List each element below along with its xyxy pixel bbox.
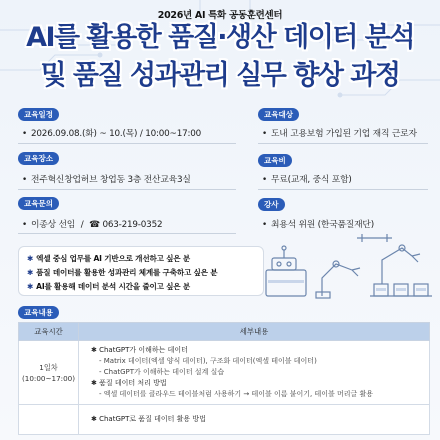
asterisk-icon: ✱ [27,254,34,263]
column-header-detail: 세부내용 [79,323,430,341]
day-label: 1일차 [39,362,58,372]
detail-cell [79,405,430,435]
divider [258,143,428,144]
target-item: ✱ 품질 데이터를 활용한 성과관리 체계를 구축하고 싶은 분 [27,268,218,277]
robot-factory-illustration [262,230,434,302]
table-row [19,341,430,405]
column-header-time: 교육시간 [19,323,79,341]
target-audience-box [18,246,264,296]
divider [18,143,236,144]
badge-target: 교육대상 [258,108,299,121]
bullet-icon: • [262,129,267,139]
detail-line: - Matrix 데이터(엑셀 양식 데이터), 구조화 데이터(엑셀 테이블 데이터) [99,357,317,365]
target-item: ✱ AI를 활용해 데이터 분석 시간을 줄이고 싶은 분 [27,282,191,291]
main-title-line1: AI를 활용한 품질·생산 데이터 분석 [26,22,414,53]
target-value: • 도내 고용보험 가입된 기업 재직 근로자 [262,129,417,139]
schedule-value: • 2026.09.08.(화) ~ 10.(목) / 10:00~17:00 [22,129,202,139]
badge-schedule: 교육일정 [18,108,59,121]
divider [258,189,428,190]
badge-contact: 교육문의 [18,197,59,210]
detail-heading: ✱ ChatGPT가 이해하는 데이터 [91,346,188,354]
main-title-line2: 및 품질 성과관리 실무 향상 과정 [40,60,400,91]
badge-curriculum: 교육내용 [18,306,59,319]
badge-instructor: 강사 [258,198,285,211]
detail-line: - 엑셀 데이터를 클라우드 테이블처럼 사용하기 → 테이블 이름 붙이기, 테이블 머리글 활용 [99,390,373,398]
detail-heading: ✱ ChatGPT로 품질 데이터 활용 방법 [91,415,206,423]
bullet-icon: • [22,129,27,139]
divider [18,233,236,234]
day-cell [19,405,79,435]
badge-fee: 교육비 [258,154,292,167]
bullet-icon: • [262,220,267,230]
divider-slash: / [80,220,84,230]
asterisk-icon: ✱ [27,268,34,277]
table-header-row [19,323,430,341]
table-row [19,405,430,435]
badge-location: 교육장소 [18,152,59,165]
bullet-icon: • [262,175,267,185]
instructor-value: • 최용석 위원 (한국품질재단) [262,220,374,230]
detail-cell [79,341,430,405]
bullet-icon: • [22,175,27,185]
location-value: • 전주혁신창업허브 창업동 3층 전산교육3실 [22,175,191,185]
detail-line: - ChatGPT가 이해하는 데이터 설계 실습 [99,368,225,376]
fee-value: • 무료(교재, 중식 포함) [262,175,352,185]
curriculum-table [18,322,430,435]
target-item: ✱ 엑셀 중심 업무를 AI 기반으로 개선하고 싶은 분 [27,254,191,263]
contact-value: • 이종상 선임 / ☎ 063-219-0352 [22,220,163,230]
asterisk-icon: ✱ [27,282,34,291]
day-time: (10:00~17:00) [21,373,76,383]
divider [18,189,236,190]
subtitle: 2026년 AI 특화 공동훈련센터 [157,10,283,21]
day-cell [19,341,79,405]
phone-number[interactable]: 063-219-0352 [102,220,163,230]
bullet-icon: • [22,220,27,230]
phone-icon: ☎ [89,220,100,230]
detail-heading: ✱ 품질 데이터 처리 방법 [91,379,167,387]
